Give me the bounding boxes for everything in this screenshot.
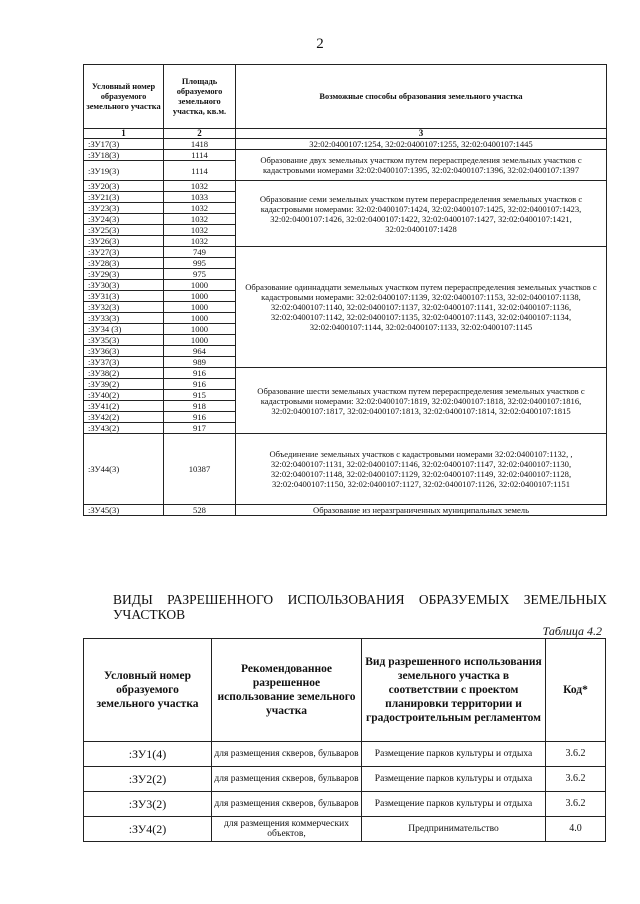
lot-area: 918: [164, 401, 236, 412]
header-lot-number: Условный номер образуемого земельного участка: [84, 65, 164, 129]
lot-area: 1000: [164, 302, 236, 313]
column-number-row: [84, 129, 607, 139]
use-code: 4.0: [546, 817, 606, 842]
use-code: 3.6.2: [546, 742, 606, 767]
recommended-use: для размещения скверов, бульваров: [212, 792, 362, 817]
formation-method: Образование из неразграниченных муниципальных земель: [236, 505, 607, 516]
lot-area: 915: [164, 390, 236, 401]
use-code: 3.6.2: [546, 792, 606, 817]
lot-area: 1000: [164, 291, 236, 302]
lot-area: 1000: [164, 313, 236, 324]
lot-number: :ЗУ17(3): [84, 139, 164, 150]
formation-methods-table: [83, 64, 607, 516]
header-methods: Возможные способы образования земельного участка: [236, 65, 607, 129]
lot-area: 916: [164, 412, 236, 423]
lot-number: :ЗУ34 (3): [84, 324, 164, 335]
lot-number: :ЗУ3(2): [84, 792, 212, 817]
table-caption: Таблица 4.2: [542, 624, 602, 638]
lot-number: :ЗУ36(3): [84, 346, 164, 357]
lot-number: :ЗУ39(2): [84, 379, 164, 390]
lot-area: 1114: [164, 150, 236, 161]
lot-area: 916: [164, 368, 236, 379]
table-row: [84, 247, 607, 258]
header-area: Площадь образуемого земельного участка, кв.м.: [164, 65, 236, 129]
table-row: [84, 767, 606, 792]
table-header-row: [84, 639, 606, 742]
lot-number: :ЗУ42(2): [84, 412, 164, 423]
formation-method: 32:02:0400107:1254, 32:02:0400107:1255, 32:02:0400107:1445: [236, 139, 607, 150]
table-row: [84, 817, 606, 842]
lot-area: 1032: [164, 203, 236, 214]
lot-number: :ЗУ33(3): [84, 313, 164, 324]
lot-number: :ЗУ28(3): [84, 258, 164, 269]
lot-number: :ЗУ27(3): [84, 247, 164, 258]
header-permitted-use-kind: Вид разрешенного использования земельного участка в соответствии с проектом планировки территории и градостроительным регламентом: [362, 639, 546, 742]
lot-number: :ЗУ2(2): [84, 767, 212, 792]
lot-number: :ЗУ45(3): [84, 505, 164, 516]
lot-number: :ЗУ38(2): [84, 368, 164, 379]
permitted-use-kind: Предпринимательство: [362, 817, 546, 842]
lot-area: 1032: [164, 236, 236, 247]
lot-number: :ЗУ41(2): [84, 401, 164, 412]
lot-number: :ЗУ20(3): [84, 181, 164, 192]
lot-area: 916: [164, 379, 236, 390]
table-row: [84, 792, 606, 817]
lot-area: 1418: [164, 139, 236, 150]
lot-area: 1000: [164, 280, 236, 291]
column-number: 3: [236, 129, 607, 139]
table-row: [84, 139, 607, 150]
table-row: [84, 181, 607, 192]
table-row: [84, 505, 607, 516]
lot-number: :ЗУ4(2): [84, 817, 212, 842]
lot-area: 1000: [164, 335, 236, 346]
recommended-use: для размещения скверов, бульваров: [212, 767, 362, 792]
recommended-use: для размещения скверов, бульваров: [212, 742, 362, 767]
lot-area: 995: [164, 258, 236, 269]
lot-number: :ЗУ32(3): [84, 302, 164, 313]
lot-number: :ЗУ43(2): [84, 423, 164, 434]
lot-number: :ЗУ31(3): [84, 291, 164, 302]
formation-method: Образование двух земельных участком путем перераспределения земельных участков с кадастровыми номерами 32:02:0400107:1395, 32:02:0400107:1396, 32:02:0400107:1397: [236, 150, 607, 181]
permitted-use-kind: Размещение парков культуры и отдыха: [362, 792, 546, 817]
lot-number: :ЗУ18(3): [84, 150, 164, 161]
table-row: [84, 742, 606, 767]
lot-area: 917: [164, 423, 236, 434]
permitted-use-table: [83, 638, 606, 842]
lot-number: :ЗУ37(3): [84, 357, 164, 368]
column-number: 1: [84, 129, 164, 139]
use-code: 3.6.2: [546, 767, 606, 792]
lot-number: :ЗУ21(3): [84, 192, 164, 203]
table-header-row: [84, 65, 607, 129]
header-recommended-use: Рекомендованное разрешенное использование земельного участка: [212, 639, 362, 742]
recommended-use: для размещения коммерческих объектов,: [212, 817, 362, 842]
lot-number: :ЗУ30(3): [84, 280, 164, 291]
formation-method: Образование шести земельных участком путем перераспределения земельных участков с кадастровыми номерами: 32:02:0400107:1819, 32:02:0400107:1818, 32:02:0400107:1816, 32:02:0400107:1817, 32:02:0400107:1813, 32:02:0400107:1814, 32:02:0400107:1815: [236, 368, 607, 434]
lot-area: 1000: [164, 324, 236, 335]
lot-area: 528: [164, 505, 236, 516]
table-row: [84, 368, 607, 379]
lot-area: 1032: [164, 181, 236, 192]
lot-area: 1033: [164, 192, 236, 203]
section-title: ВИДЫ РАЗРЕШЕННОГО ИСПОЛЬЗОВАНИЯ ОБРАЗУЕМЫХ ЗЕМЕЛЬНЫХ: [113, 592, 607, 607]
lot-number: :ЗУ19(3): [84, 161, 164, 181]
lot-area: 1032: [164, 225, 236, 236]
header-lot-number: Условный номер образуемого земельного участка: [84, 639, 212, 742]
table-row: [84, 150, 607, 161]
lot-number: :ЗУ29(3): [84, 269, 164, 280]
formation-method: Образование одиннадцати земельных участком путем перераспределения земельных участков с кадастровыми номерами: 32:02:0400107:1139, 32:02:0400107:1153, 32:02:0400107:1138, 32:02:0400107:1140, 32:02:0400107:1137, 32:02:0400107:1141, 32:02:0400107:1136, 32:02:0400107:1142, 32:02:0400107:1135, 32:02:0400107:1143, 32:02:0400107:1134, 32:02:0400107:1144, 32:02:0400107:1133, 32:02:0400107:1145: [236, 247, 607, 368]
lot-area: 10387: [164, 434, 236, 505]
lot-area: 1032: [164, 214, 236, 225]
permitted-use-kind: Размещение парков культуры и отдыха: [362, 742, 546, 767]
lot-number: :ЗУ40(2): [84, 390, 164, 401]
page-number: 2: [316, 36, 324, 52]
lot-number: :ЗУ26(3): [84, 236, 164, 247]
lot-number: :ЗУ25(3): [84, 225, 164, 236]
lot-number: :ЗУ23(3): [84, 203, 164, 214]
lot-area: 749: [164, 247, 236, 258]
lot-area: 1114: [164, 161, 236, 181]
lot-area: 975: [164, 269, 236, 280]
column-number: 2: [164, 129, 236, 139]
permitted-use-kind: Размещение парков культуры и отдыха: [362, 767, 546, 792]
lot-area: 989: [164, 357, 236, 368]
lot-area: 964: [164, 346, 236, 357]
formation-method: Объединение земельных участков с кадастровыми номерами 32:02:0400107:1132, , 32:02:0400107:1131, 32:02:0400107:1146, 32:02:0400107:1147, 32:02:0400107:1130, 32:02:0400107:1148, 32:02:0400107:1129, 32:02:0400107:1149, 32:02:0400107:1128, 32:02:0400107:1150, 32:02:0400107:1127, 32:02:0400107:1126, 32:02:0400107:1151: [236, 434, 607, 505]
lot-number: :ЗУ35(3): [84, 335, 164, 346]
lot-number: :ЗУ24(3): [84, 214, 164, 225]
table-row: [84, 434, 607, 505]
formation-method: Образование семи земельных участком путем перераспределения земельных участков с кадастровыми номерами: 32:02:0400107:1424, 32:02:0400107:1425, 32:02:0400107:1423, 32:02:0400107:1426, 32:02:0400107:1422, 32:02:0400107:1427, 32:02:0400107:1421, 32:02:0400107:1428: [236, 181, 607, 247]
lot-number: :ЗУ44(3): [84, 434, 164, 505]
lot-number: :ЗУ1(4): [84, 742, 212, 767]
header-code: Код*: [546, 639, 606, 742]
section-title-continuation: УЧАСТКОВ: [113, 607, 186, 622]
